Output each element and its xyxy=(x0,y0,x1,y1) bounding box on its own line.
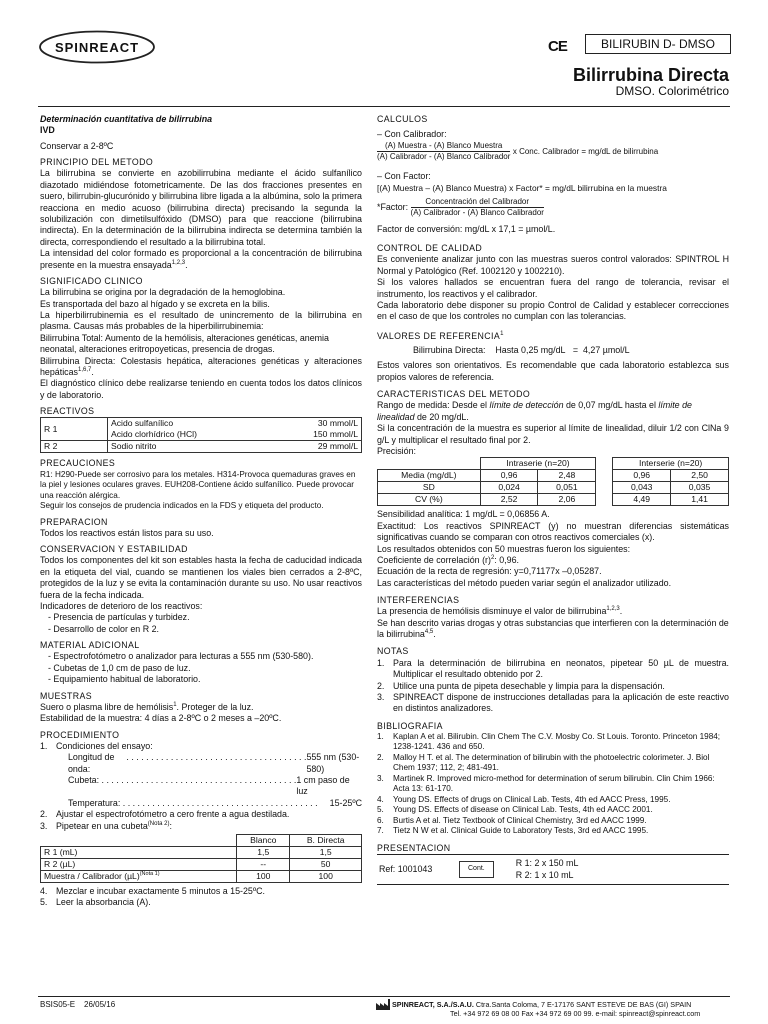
section-principle: PRINCIPIO DEL METODO xyxy=(40,157,154,168)
presentation-ref: Ref: 1001043 xyxy=(379,863,433,874)
measuring-range: Rango de medida: Desde el límite de detección de 0,07 mg/dL hasta el límite de linealidad de 20 mg/dL. xyxy=(377,400,692,422)
pipetting-table xyxy=(40,834,362,883)
ivd-label: IVD xyxy=(40,125,55,136)
section-notes: NOTAS xyxy=(377,646,409,657)
list-item: 1. Kaplan A et al. Bilirubin. Clin Chem The C.V. Mosby Co. St Louis. Toronto. Princeton 1984; 1238-1241. 436 and 650. xyxy=(377,731,721,752)
section-method-characteristics: CARACTERISTICAS DEL METODO xyxy=(377,389,531,400)
assay-cuvette: Cubeta: . . . . . . . . . . . . . . . . . . . . . . . . . . . . . . . . . . . . . . . . 1 cm paso de luz xyxy=(68,775,350,797)
right-column xyxy=(377,114,729,885)
interference-2: Se han descrito varias drogas y otras substancias que interfieren con la determinación de la bilirrubina$^{4,5}$. xyxy=(377,617,729,640)
procedure-step-4: 4. Mezclar e incubar exactamente 5 minutos a 15-25ºC. xyxy=(40,886,265,897)
section-samples: MUESTRAS xyxy=(40,690,93,701)
list-item: 2. Utilice una punta de pipeta desechable y limpia para la dispensación. xyxy=(377,680,665,691)
presentation-cont: Cont. xyxy=(459,861,494,878)
presentation-contents: R 1: 2 x 150 mL R 2: 1 x 10 mL xyxy=(515,858,579,880)
preparation-text: Todos los reactivos están listos para su uso. xyxy=(40,527,214,538)
list-item: - Cubetas de 1,0 cm de paso de luz. xyxy=(48,662,191,673)
page-title: Bilirrubina Directa xyxy=(572,65,729,85)
list-item: - Espectrofotómetro o analizador para lecturas a 555 nm (530-580). xyxy=(48,651,314,662)
principle-text-2: La intensidad del color formado es proporcional a la concentración de bilirrubina presente en la muestra ensayada$^{1,2,3}$. xyxy=(40,248,362,270)
qc-text-2: Si los valores hallados se encuentran fuera del rango de tolerancia, revisar el instrumento, los reactivos y el calibrador. xyxy=(377,277,729,299)
correlation-coefficient: Coeficiente de correlación $(r)^2$: 0,96. xyxy=(377,554,519,565)
section-interferences: INTERFERENCIAS xyxy=(377,595,460,606)
section-storage: CONSERVACION Y ESTABILIDAD xyxy=(40,544,188,555)
bibliography-list xyxy=(377,732,729,837)
reagent-r1: R 1 xyxy=(41,418,108,441)
table-row: Intraserie (n=20) Interserie (n=20) xyxy=(378,458,729,470)
clinical-line-2: Es transportada del bazo al hígado y se excreta en la bilis. xyxy=(40,298,270,309)
reference-value-row: Bilirrubina Directa: Hasta 0,25 mg/dL = 4,27 µmol/L xyxy=(413,344,630,355)
reagent-r2-value: 29 mmol/L xyxy=(271,441,362,453)
qc-text-3: Cada laboratorio debe disponer su propio Control de Calidad y establecer correcciones en el caso de que los controles no cumplan con las tolerancias. xyxy=(377,299,729,322)
section-precautions: PRECAUCIONES xyxy=(40,458,116,469)
list-item: 1. Para la determinación de bilirrubina en neonatos, pipetear 50 µL de muestra. Multiplicar el resultado obtenido por 2. xyxy=(377,657,729,680)
list-item: - Presencia de partículas y turbidez. xyxy=(48,612,190,623)
list-item: 7. Tietz N W et al. Clinical Guide to Laboratory Tests, 3rd ed AACC 1995. xyxy=(377,826,649,836)
presentation-box xyxy=(377,854,729,885)
assay-temperature: Temperatura: . . . . . . . . . . . . . . . . . . . . . . . . . . . . . . . . . . . . . . . . 15-25ºC xyxy=(68,797,362,808)
table-row: R 1 (mL) 1,5 1,5 xyxy=(41,847,362,859)
table-row: Blanco B. Directa xyxy=(41,835,362,847)
table-row: CV (%) 2,52 2,06 4,49 1,41 xyxy=(378,494,729,506)
section-clinical: SIGNIFICADO CLINICO xyxy=(40,275,143,286)
footer-code: BSIS05-E 26/05/16 xyxy=(40,1000,116,1009)
list-item: 2. Malloy H T. et al. The determination of bilirubin with the photoelectric colorimeter. J. Biol Chem 1937; 112, 2; 481-491. xyxy=(377,752,710,773)
section-reference-values: VALORES DE REFERENCIA$^1$ xyxy=(377,330,504,341)
calc-factor-label: – Con Factor: xyxy=(377,171,431,182)
reference-text: Estos valores son orientativos. Es recomendable que cada laboratorio establezca sus propios valores de referencia. xyxy=(377,360,729,382)
left-column xyxy=(40,114,362,909)
list-item: - Desarrollo de color en R 2. xyxy=(48,623,159,634)
header-divider xyxy=(38,106,730,107)
table-row: SD 0,024 0,051 0,043 0,035 xyxy=(378,482,729,494)
storage-text: Conservar a 2-8ºC xyxy=(40,140,114,151)
list-item: - Equipamiento habitual de laboratorio. xyxy=(48,674,201,685)
determination-title: Determinación cuantitativa de bilirrubina xyxy=(40,114,213,124)
section-presentation: PRESENTACION xyxy=(377,842,451,853)
section-material: MATERIAL ADICIONAL xyxy=(40,640,140,651)
samples-line-1: Suero o plasma libre de hemólisis$^1$. Proteger de la luz. xyxy=(40,701,254,712)
precautions-line-1: R1: H290-Puede ser corrosivo para los metales. H314-Provoca quemaduras graves en la piel y lesiones oculares graves. EUH208-Contiene ácido sulfanílico. Puede provocar una reacción alérgica. xyxy=(40,469,356,500)
clinical-line-3: La hiperbilirrubinemia es el resultado de unincremento de la bilirrubina en plasma. Causas más probables de la hiperbilirrubinemia: xyxy=(40,309,362,332)
factory-icon xyxy=(376,999,390,1013)
calc-factor-equation: [(A) Muestra – (A) Blanco Muestra) x Factor* = mg/dL bilirrubina en la muestra xyxy=(377,182,667,193)
dilution-text: Si la concentración de la muestra es superior al límite de linealidad, diluir 1/2 con ClNa 9 g/L y multiplicar el resultado final por 2. xyxy=(377,423,729,445)
product-code-box: BILIRUBIN D- DMSO xyxy=(585,34,731,54)
logo-text: SPINREACT xyxy=(54,40,140,55)
precautions-line-2: Seguir los consejos de prudencia indicados en la FDS y etiqueta del producto. xyxy=(40,501,324,511)
procedure-step-5: 5. Leer la absorbancia (A). xyxy=(40,897,151,908)
accuracy-results: Los resultados obtenidos con 50 muestras fueron los siguientes: xyxy=(377,543,631,554)
clinical-line-5: Bilirrubina Directa: Colestasis hepática, alteraciones genéticas y alteraciones hepáticas$^{1,6,7}$. xyxy=(40,355,362,377)
qc-text-1: Es conveniente analizar junto con las muestras sueros control valorados: SPINTROL H Normal y Patológico (Ref. 1002120 y 1002210). xyxy=(377,254,729,276)
reagents-table xyxy=(40,417,362,453)
list-item: 5. Young DS. Effects of disease on Clinical Lab. Tests, 4th ed AACC 2001. xyxy=(377,805,653,815)
reagent-r2: R 2 xyxy=(41,441,108,453)
sensitivity-text: Sensibilidad analítica: 1 mg/dL = 0,06856 A. xyxy=(377,509,550,520)
list-item: 4. Young DS. Effects of drugs on Clinical Lab. Tests, 4th ed AACC Press, 1995. xyxy=(377,794,671,804)
calc-calibrator-formula: $\frac{\text{(A) Muestra - (A) Blanco Muestra}}{\text{(A) Calibrador - (A) Blanco Calibrador}}$ x Conc. Calibrador = mg/dL de bilirrubina xyxy=(377,140,659,161)
reagent-r1-names: Acido sulfanílico Acido clorhídrico (HCl) xyxy=(108,418,271,441)
accuracy-text: Exactitud: Los reactivos SPINREACT (y) no muestran diferencias sistemáticas significativas cuando se comparan con otros reactivos comerciales (x). xyxy=(377,520,729,543)
spinreact-logo xyxy=(38,30,156,64)
table-row: R 2 (µL) -- 50 xyxy=(41,859,362,871)
clinical-line-4: Bilirrubina Total: Aumento de la hemólisis, alteraciones genéticas, anemia neonatal, alteraciones eritropoyeticas, presencia de drogas. xyxy=(40,332,329,355)
list-item: 3. Martinek R. Improved micro-method for determination of serum bilirubin. Clin Chim 1966: Acta 13: 61-170. xyxy=(377,773,715,794)
procedure-step-2: 2. Ajustar el espectrofotómetro a cero frente a agua destilada. xyxy=(40,809,290,820)
section-procedure: PROCEDIMIENTO xyxy=(40,729,120,740)
table-row: Media (mg/dL) 0,96 2,48 0,96 2,50 xyxy=(378,470,729,482)
procedure-step-3: 3. Pipetear en una cubeta$^{(Nota 2)}$: xyxy=(40,820,172,831)
method-variation-note: Las características del método pueden variar según el analizador utilizado. xyxy=(377,577,672,588)
clinical-line-1: La bilirrubina se origina por la degradación de la hemoglobina. xyxy=(40,287,286,298)
footer-divider xyxy=(38,996,730,997)
list-item: 6. Burtis A et al. Tietz Textbook of Clinical Chemistry, 3rd ed AACC 1999. xyxy=(377,815,647,825)
principle-text: La bilirrubina se convierte en azobilirrubina mediante el ácido sulfanílico diazotado midiéndose fotometricamente. De las dos fracciones presentes en suero, bilirrubin-glucurónido y bilirrubina libre ligada a la albúmina, solo la primera reacciona en medio acuoso (bilirrubina directa) precisando la segunda la solubilización con dimetilsulfóxido (DMSO) para que reaccione (bilirrubina indirecta). En la determinación de la bilirrubina indirecta se determina también la directa, correspondiendo el resultado a la bilirrubina total. xyxy=(40,168,362,247)
reagent-r1-values: 30 mmol/L 150 mmol/L xyxy=(271,418,362,441)
factor-formula: *Factor: $\frac{\text{Concentración del Calibrador}}{\text{(A) Calibrador - (A) Blanco Calibrador}}$ xyxy=(377,197,544,218)
interference-1: La presencia de hemólisis disminuye el valor de bilirrubina$^{1,2,3}$. xyxy=(377,606,623,617)
section-bibliography: BIBLIOGRAFIA xyxy=(377,720,443,731)
table-row xyxy=(41,441,362,453)
conversion-factor: Factor de conversión: mg/dL x 17,1 = µmol/L. xyxy=(377,223,556,234)
section-quality-control: CONTROL DE CALIDAD xyxy=(377,243,483,254)
samples-line-2: Estabilidad de la muestra: 4 días a 2-8ºC o 2 meses a –20ºC. xyxy=(40,713,282,724)
ce-mark: CE xyxy=(548,38,567,55)
reagent-r2-name: Sodio nitrito xyxy=(108,441,271,453)
procedure-step-1: 1. Condiciones del ensayo: xyxy=(40,740,153,751)
table-row: Muestra / Calibrador $(\mu L)^{(Nota 1)}$ 100 100 xyxy=(41,871,362,883)
list-item: 3. SPINREACT dispone de instrucciones detalladas para la aplicación de este reactivo en distintos analizadores. xyxy=(377,691,729,714)
section-calculations: CALCULOS xyxy=(377,114,428,124)
assay-wavelength: Longitud de onda: . . . . . . . . . . . . . . . . . . . . . . . . . . . . . . . . . . . . . 555 nm (530-580) xyxy=(68,752,360,774)
storage-stability-text: Todos los componentes del kit son estables hasta la fecha de caducidad indicada en la etiqueta del vial, cuando se mantienen los viales bien cerrados a 2-8ºC, protegidos de la luz y se evita la contaminación durante su uso. No usar reactivos fuera de la fecha indicada. xyxy=(40,555,362,600)
page-subtitle: DMSO. Colorimétrico xyxy=(615,84,729,98)
section-reagents: REACTIVOS xyxy=(40,406,95,417)
deterioration-title: Indicadores de deterioro de los reactivos: xyxy=(40,601,203,612)
precision-table xyxy=(377,457,729,506)
footer-address: SPINREACT, S.A./S.A.U. Ctra.Santa Coloma, 7 E-17176 SANT ESTEVE DE BAS (GI) SPAIN Tel. +34 972 69 08 00 Fax +34 972 69 00 99. e-mail: spinreact@spinreact.com xyxy=(392,1000,701,1019)
table-row xyxy=(41,418,362,441)
regression-equation: Ecuación de la recta de regresión: y=0,71177x –0,05287. xyxy=(377,566,602,577)
clinical-line-6: El diagnóstico clínico debe realizarse teniendo en cuenta todos los datos clínicos y de laboratorio. xyxy=(40,378,362,400)
precision-label: Precisión: xyxy=(377,445,416,456)
calc-calibrator-label: – Con Calibrador: xyxy=(377,129,447,140)
section-preparation: PREPARACION xyxy=(40,516,108,527)
